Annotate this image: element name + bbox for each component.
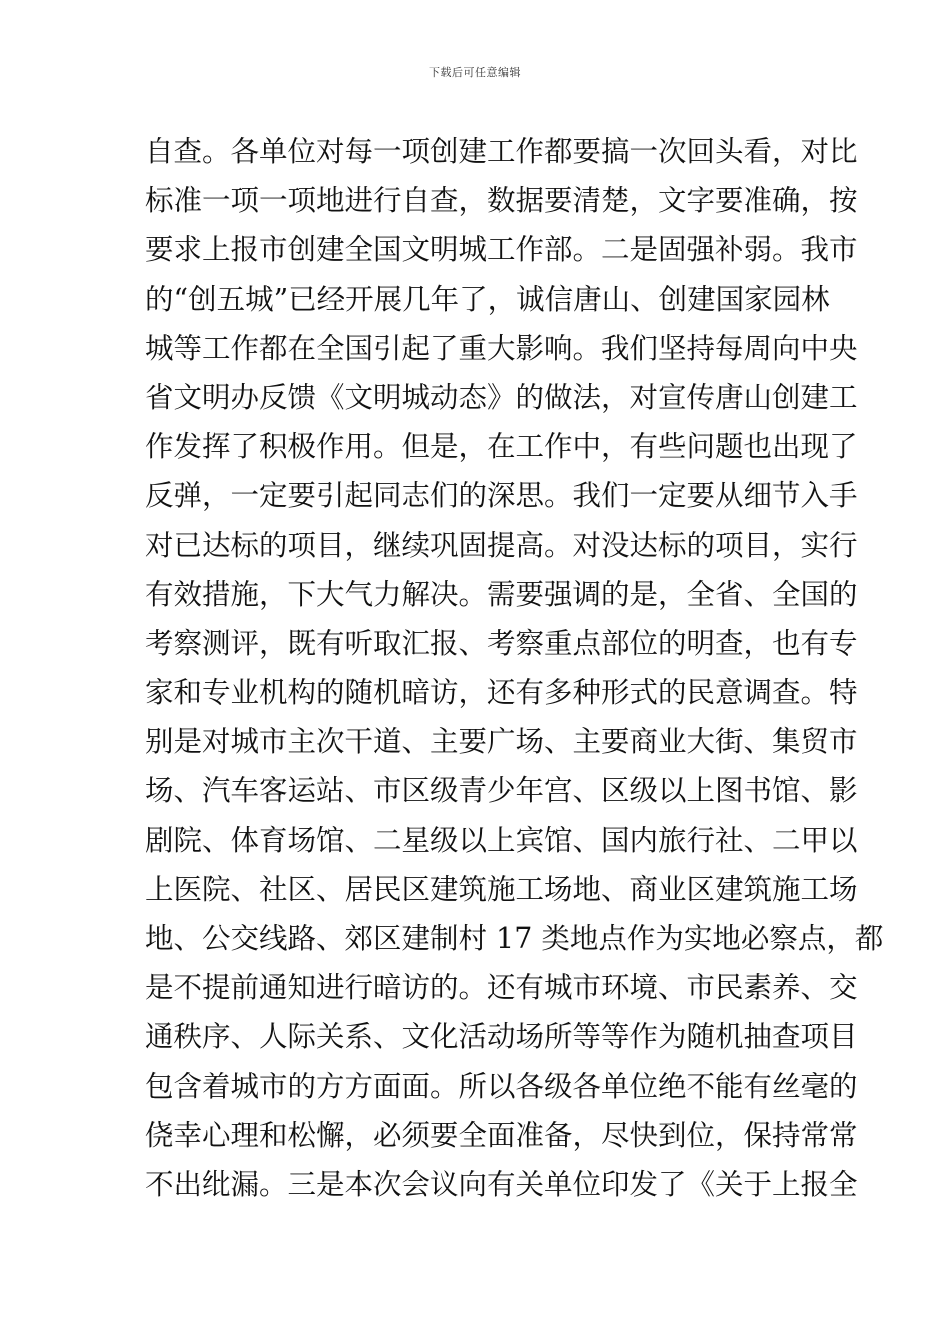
text-line: 的“创五城”已经开展几年了，诚信唐山、创建国家园林 bbox=[145, 282, 830, 316]
text-line: 场、汽车客运站、市区级青少年宫、区级以上图书馆、影 bbox=[145, 774, 858, 808]
text-line: 家和专业机构的随机暗访，还有多种形式的民意调查。特 bbox=[145, 676, 858, 710]
text-line: 对已达标的项目，继续巩固提高。对没达标的项目，实行 bbox=[145, 528, 858, 562]
text-line: 作发挥了积极作用。但是，在工作中，有些问题也出现了 bbox=[145, 430, 858, 464]
text-line: 要求上报市创建全国文明城工作部。二是固强补弱。我市 bbox=[145, 233, 858, 267]
text-line: 是不提前通知进行暗访的。还有城市环境、市民素养、交 bbox=[145, 971, 858, 1005]
body-text bbox=[145, 127, 884, 1209]
text-line: 有效措施，下大气力解决。需要强调的是，全省、全国的 bbox=[145, 577, 858, 611]
text-line: 省文明办反馈《文明城动态》的做法，对宣传唐山创建工 bbox=[145, 380, 858, 414]
text-line: 包含着城市的方方面面。所以各级各单位绝不能有丝毫的 bbox=[145, 1069, 858, 1103]
text-line: 别是对城市主次干道、主要广场、主要商业大街、集贸市 bbox=[145, 725, 858, 759]
text-line: 剧院、体育场馆、二星级以上宾馆、国内旅行社、二甲以 bbox=[145, 823, 858, 857]
text-line: 地、公交线路、郊区建制村 17 类地点作为实地必察点，都 bbox=[145, 922, 884, 955]
text-line: 考察测评，既有听取汇报、考察重点部位的明查，也有专 bbox=[145, 626, 858, 660]
text-line: 反弹，一定要引起同志们的深思。我们一定要从细节入手 bbox=[145, 479, 858, 513]
text-line: 不出纰漏。三是本次会议向有关单位印发了《关于上报全 bbox=[145, 1167, 858, 1201]
text-line: 侥幸心理和松懈，必须要全面准备，尽快到位，保持常常 bbox=[145, 1118, 858, 1152]
text-line: 自查。各单位对每一项创建工作都要搞一次回头看，对比 bbox=[145, 135, 858, 168]
text-line: 城等工作都在全国引起了重大影响。我们坚持每周向中央 bbox=[145, 331, 858, 365]
text-line: 上医院、社区、居民区建筑施工场地、商业区建筑施工场 bbox=[145, 872, 858, 906]
page-header: 下载后可任意编辑 bbox=[429, 66, 521, 79]
text-line: 通秩序、人际关系、文化活动场所等等作为随机抽查项目 bbox=[145, 1020, 858, 1054]
text-line: 标准一项一项地进行自查，数据要清楚，文字要准确，按 bbox=[145, 184, 858, 218]
